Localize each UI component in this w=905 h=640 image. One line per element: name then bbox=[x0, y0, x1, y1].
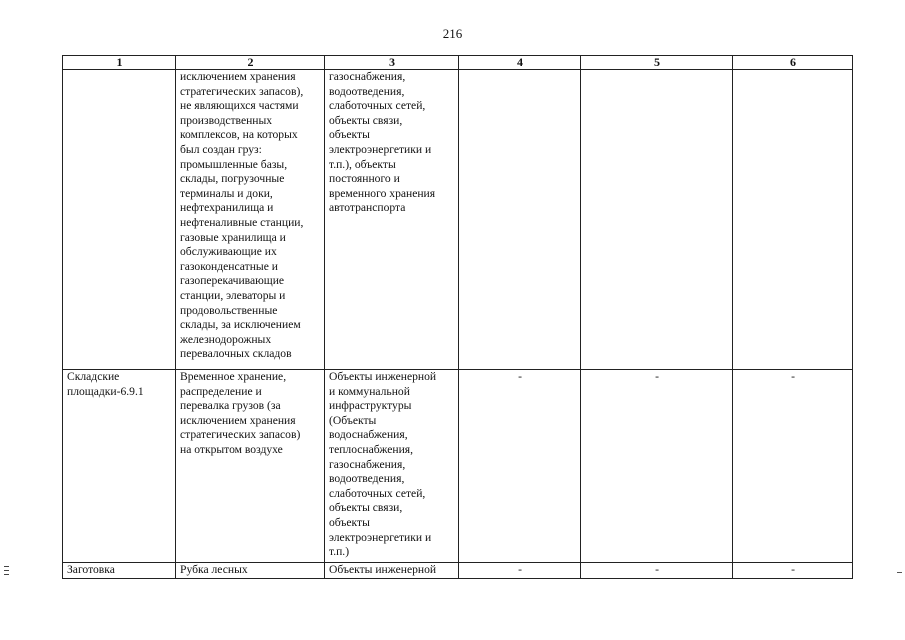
cell-text: газоснабжения, водоотведения, слаботочных сетей, объекты связи, объекты электроэнергетики и т.п.), объекты постоянного и временного хранения автотранспорта bbox=[329, 70, 436, 215]
table-cell bbox=[459, 563, 581, 579]
table-cell bbox=[325, 563, 459, 579]
cell-text: - bbox=[791, 370, 795, 383]
table-cell bbox=[325, 70, 459, 370]
table-cell bbox=[176, 563, 325, 579]
table-header-row bbox=[63, 56, 853, 70]
table-cell bbox=[176, 370, 325, 563]
cell-text: Рубка лесных bbox=[180, 563, 248, 576]
table-cell bbox=[733, 70, 853, 370]
table-row bbox=[63, 370, 853, 563]
cell-text: - bbox=[655, 370, 659, 383]
table-cell bbox=[63, 563, 176, 579]
table-cell bbox=[459, 70, 581, 370]
cell-text: Складские площадки-6.9.1 bbox=[67, 370, 144, 398]
cell-text: - bbox=[518, 370, 522, 383]
column-header-1: 1 bbox=[63, 56, 176, 70]
table-cell bbox=[325, 370, 459, 563]
table-cell bbox=[581, 370, 733, 563]
cell-text: - bbox=[518, 563, 522, 576]
table-cell bbox=[581, 563, 733, 579]
scan-artifact bbox=[4, 566, 9, 567]
scan-artifact bbox=[4, 570, 9, 571]
table-row bbox=[63, 563, 853, 579]
cell-text: Объекты инженерной и коммунальной инфраструктуры (Объекты водоснабжения, теплоснабжения, газоснабжения, водоотведения, слаботочных сетей, объекты связи, объекты электроэнергетики и т.п.) bbox=[329, 370, 437, 559]
table-cell bbox=[63, 70, 176, 370]
cell-text: исключением хранения стратегических запасов), не являющихся частями производственных комплексов, на которых был создан груз: промышленные базы, склады, погрузочные терминалы и доки, нефтехранилища и нефтеналивные станции, газовые хранилища и обслуживающие их газоконденсатные и газоперекачивающие станции, элеваторы и продовольственные склады, за исключением железнодорожных перевалочных складов bbox=[180, 70, 304, 361]
column-header-6: 6 bbox=[733, 56, 853, 70]
table-cell bbox=[63, 370, 176, 563]
cell-text: - bbox=[655, 563, 659, 576]
column-header-3: 3 bbox=[325, 56, 459, 70]
table-cell bbox=[176, 70, 325, 370]
column-header-4: 4 bbox=[459, 56, 581, 70]
table-cell bbox=[459, 370, 581, 563]
cell-text: Временное хранение, распределение и перевалка грузов (за исключением хранения стратегических запасов) на открытом воздухе bbox=[180, 370, 301, 456]
cell-text: Объекты инженерной bbox=[329, 563, 437, 576]
table-row bbox=[63, 70, 853, 370]
table-cell bbox=[581, 70, 733, 370]
regulation-table bbox=[62, 55, 853, 579]
column-header-2: 2 bbox=[176, 56, 325, 70]
page-number: 216 bbox=[442, 26, 463, 41]
scan-artifact bbox=[897, 572, 902, 573]
table-cell bbox=[733, 370, 853, 563]
cell-text: Заготовка bbox=[67, 563, 115, 576]
table-cell bbox=[733, 563, 853, 579]
scan-artifact bbox=[4, 574, 9, 575]
column-header-5: 5 bbox=[581, 56, 733, 70]
cell-text: - bbox=[791, 563, 795, 576]
